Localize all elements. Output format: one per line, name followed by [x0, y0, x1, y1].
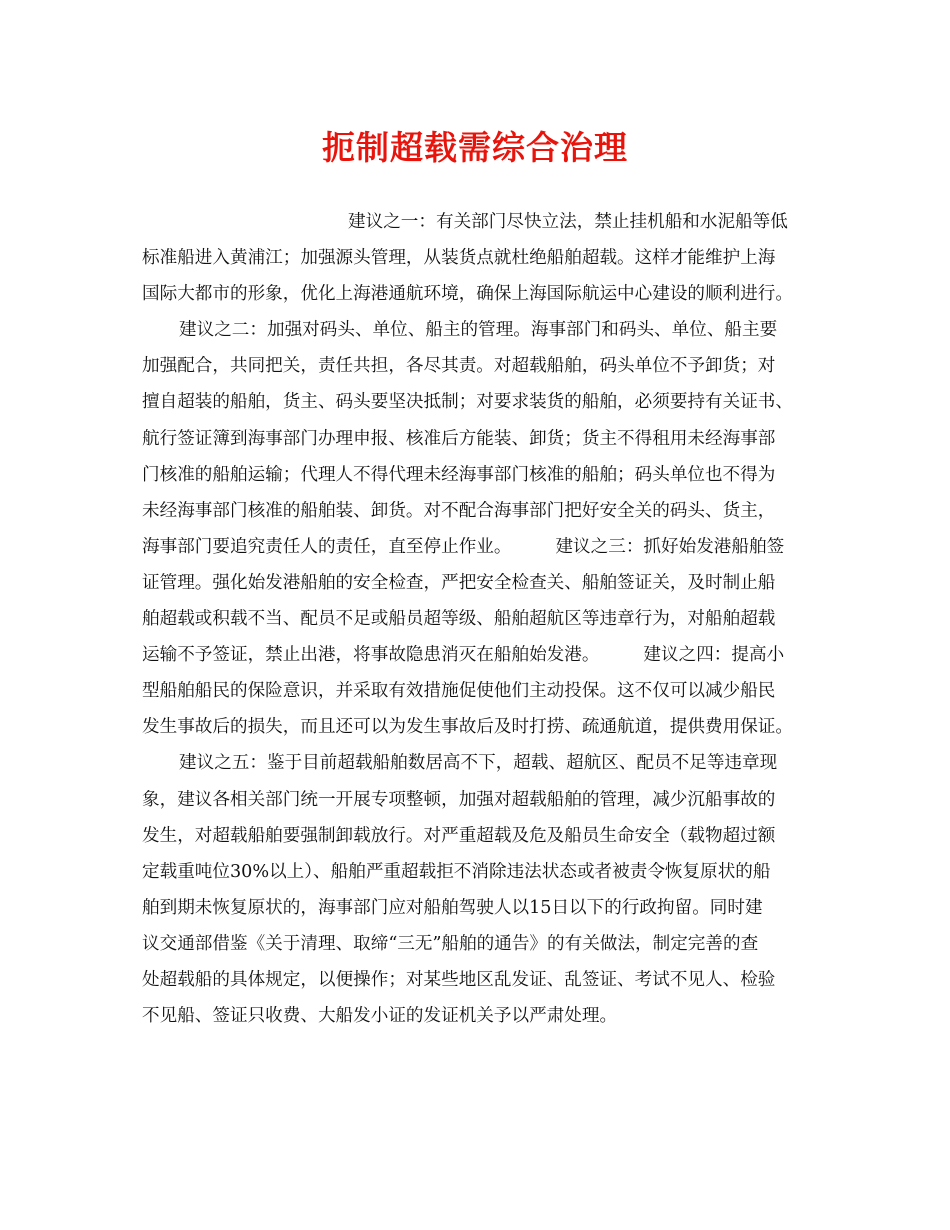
text-line: 加强配合，共同把关，责任共担，各尽其责。对超载船舶，码头单位不予卸货；对 — [142, 356, 776, 377]
text-line: 不见船、签证只收费、大船发小证的发证机关予以严肃处理。 — [142, 1006, 618, 1027]
text-line: 型船舶船民的保险意识，并采取有效措施促使他们主动投保。这不仅可以减少船民 — [142, 681, 776, 702]
text-line: 定载重吨位30%以上）、船舶严重超载拒不消除违法状态或者被责令恢复原状的船 — [142, 861, 771, 882]
text-line: 建议之五：鉴于目前超载船舶数居高不下，超载、超航区、配员不足等违章现 — [179, 753, 778, 774]
text-line: 航行签证簿到海事部门办理申报、核准后方能装、卸货；货主不得租用未经海事部 — [142, 428, 776, 449]
text-line: 未经海事部门核准的船舶装、卸货。对不配合海事部门把好安全关的码头、货主， — [142, 500, 776, 521]
text-line: 擅自超装的船舶，货主、码头要坚决抵制；对要求装货的船舶，必须要持有关证书、 — [142, 392, 793, 413]
text-line: 处超载船的具体规定，以便操作；对某些地区乱发证、乱签证、考试不见人、检验 — [142, 969, 776, 990]
text-line: 发生，对超载船舶要强制卸载放行。对严重超载及危及船员生命安全（载物超过额 — [142, 825, 776, 846]
document-body — [142, 204, 822, 1034]
text-line: 运输不予签证，禁止出港，将事故隐患消灭在船舶始发港。 建议之四：提高小 — [142, 645, 785, 666]
text-line: 门核准的船舶运输；代理人不得代理未经海事部门核准的船舶；码头单位也不得为 — [142, 464, 776, 485]
text-line: 证管理。强化始发港船舶的安全检查，严把安全检查关、船舶签证关，及时制止船 — [142, 572, 776, 593]
text-line: 海事部门要追究责任人的责任，直至停止作业。 建议之三：抓好始发港船舶签 — [142, 536, 785, 557]
text-line: 舶到期未恢复原状的，海事部门应对船舶驾驶人以15日以下的行政拘留。同时建 — [142, 897, 763, 918]
text-line: 议交通部借鉴《关于清理、取缔“三无”船舶的通告》的有关做法，制定完善的查 — [142, 933, 759, 954]
document-title: 扼制超载需综合治理 — [322, 128, 628, 167]
text-line: 国际大都市的形象，优化上海港通航环境，确保上海国际航运中心建设的顺利进行。 — [142, 284, 793, 305]
text-line: 建议之二：加强对码头、单位、船主的管理。海事部门和码头、单位、船主要 — [179, 320, 778, 341]
text-line: 建议之一：有关部门尽快立法，禁止挂机船和水泥船等低 — [348, 212, 788, 232]
text-line: 象，建议各相关部门统一开展专项整顿，加强对超载船舶的管理，减少沉船事故的 — [142, 789, 776, 810]
text-line: 舶超载或积载不当、配员不足或船员超等级、船舶超航区等违章行为，对船舶超载 — [142, 609, 776, 630]
text-line: 标准船进入黄浦江；加强源头管理，从装货点就杜绝船舶超载。这样才能维护上海 — [142, 248, 776, 269]
text-line: 发生事故后的损失，而且还可以为发生事故后及时打捞、疏通航道，提供费用保证。 — [142, 717, 793, 738]
